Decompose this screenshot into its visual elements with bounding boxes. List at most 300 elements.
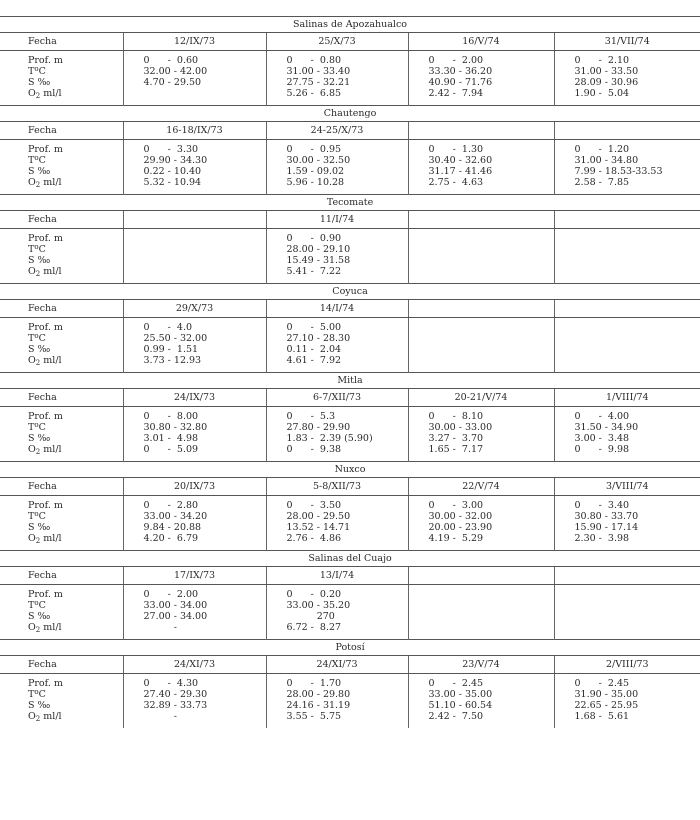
site-header-row	[0, 551, 700, 567]
o2-value: 5.32 - 10.94	[143, 177, 202, 188]
temp-value: 32.00 - 42.00	[143, 66, 208, 77]
temp-value	[144, 244, 266, 255]
temp-value: 28.00 - 29.50	[286, 511, 351, 522]
o2-value: 5.26 - 6.85	[286, 88, 342, 99]
salinity-label: S ‰	[28, 255, 51, 266]
value-cell	[123, 496, 266, 551]
prof-value	[144, 233, 266, 244]
temperature-label	[28, 155, 123, 166]
temp-label-c: C	[38, 66, 46, 77]
oxygen-label-o: O	[28, 444, 36, 455]
prof-value: 0 - 2.10	[574, 55, 630, 66]
oxygen-label	[28, 622, 123, 633]
values-row	[0, 140, 700, 195]
temp-value: 27.10 - 28.30	[286, 333, 351, 344]
o2-value	[144, 266, 266, 277]
prof-value: 0 - 8.00	[143, 411, 199, 422]
depth-label: Prof. m	[28, 55, 63, 66]
temp-label-degree: o	[34, 510, 39, 518]
temp-label-t: T	[28, 600, 35, 611]
o2-value: -	[143, 711, 177, 722]
value-cell	[408, 51, 554, 106]
sampling-date: 22/V/74	[408, 478, 554, 496]
value-cell	[266, 585, 408, 640]
salinity-label: S ‰	[28, 522, 51, 533]
sal-value: 51.10 - 60.54	[428, 700, 493, 711]
temp-label-degree: o	[34, 688, 39, 696]
date-row	[0, 567, 700, 585]
site-name: Mitla	[0, 373, 700, 389]
temp-value: 30.80 - 32.80	[143, 422, 208, 433]
parameter-labels	[0, 407, 123, 462]
oxygen-label-o: O	[28, 177, 36, 188]
hydrology-table	[0, 16, 700, 728]
sampling-date	[408, 211, 554, 229]
oxygen-label-unit: ml/l	[40, 355, 62, 366]
temp-value: 31.00 - 33.50	[574, 66, 639, 77]
value-cell	[266, 407, 408, 462]
oxygen-label-unit: ml/l	[40, 533, 62, 544]
site-header-row	[0, 195, 700, 211]
values-row	[0, 229, 700, 284]
fecha-label: Fecha	[0, 33, 123, 51]
oxygen-label-sub: 2	[35, 626, 41, 634]
prof-value: 0 - 4.0	[143, 322, 193, 333]
temp-value: 30.80 - 33.70	[574, 511, 639, 522]
site-name: Salinas del Cuajo	[0, 551, 700, 567]
sampling-date	[554, 122, 700, 140]
sal-value: 1.59 - 09.02	[286, 166, 345, 177]
sampling-date: 20-21/V/74	[408, 389, 554, 407]
sal-value: 0.11 - 2.04	[286, 344, 342, 355]
oxygen-label-o: O	[28, 622, 36, 633]
temp-value: 31.50 - 34.90	[574, 422, 639, 433]
parameter-labels	[0, 140, 123, 195]
sal-value: 24.16 - 31.19	[286, 700, 351, 711]
date-row	[0, 300, 700, 318]
value-cell	[408, 407, 554, 462]
sal-value	[575, 611, 700, 622]
date-row	[0, 478, 700, 496]
temp-value: 33.00 - 34.20	[143, 511, 208, 522]
value-cell	[408, 229, 554, 284]
sampling-date: 3/VIII/74	[554, 478, 700, 496]
prof-value: 0 - 5.00	[286, 322, 342, 333]
o2-value: 0 - 9.98	[574, 444, 630, 455]
prof-value: 0 - 3.50	[286, 500, 342, 511]
depth-label: Prof. m	[28, 233, 63, 244]
value-cell	[123, 318, 266, 373]
o2-value: 0 - 9.38	[286, 444, 342, 455]
sal-value	[429, 611, 554, 622]
o2-value	[429, 355, 554, 366]
o2-value	[429, 266, 554, 277]
site-header-row	[0, 640, 700, 656]
temp-value: 30.40 - 32.60	[428, 155, 493, 166]
temp-value: 29.90 - 34.30	[143, 155, 208, 166]
site-name: Chautengo	[0, 106, 700, 122]
prof-value: 0 - 0.80	[286, 55, 342, 66]
temp-value	[575, 333, 700, 344]
sampling-date	[554, 300, 700, 318]
value-cell	[266, 229, 408, 284]
fecha-label: Fecha	[0, 122, 123, 140]
oxygen-label	[28, 266, 123, 277]
sampling-date	[408, 567, 554, 585]
o2-value: 4.20 - 6.79	[143, 533, 199, 544]
sampling-date: 31/VII/74	[554, 33, 700, 51]
fecha-label: Fecha	[0, 656, 123, 674]
fecha-label: Fecha	[0, 211, 123, 229]
prof-value: 0 - 0.20	[286, 589, 342, 600]
temp-value: 30.00 - 33.00	[428, 422, 493, 433]
o2-value: 2.30 - 3.98	[574, 533, 630, 544]
temp-value: 31.00 - 33.40	[286, 66, 351, 77]
temp-value	[429, 333, 554, 344]
oxygen-label-sub: 2	[35, 448, 41, 456]
temp-value: 27.40 - 29.30	[143, 689, 208, 700]
o2-value: 0 - 5.09	[143, 444, 199, 455]
value-cell	[123, 140, 266, 195]
prof-value: 0 - 3.00	[428, 500, 484, 511]
temp-value: 33.30 - 36.20	[428, 66, 493, 77]
sal-value: 32.89 - 33.73	[143, 700, 208, 711]
parameter-labels	[0, 318, 123, 373]
temp-label-t: T	[28, 422, 35, 433]
sampling-date	[554, 567, 700, 585]
value-cell	[266, 318, 408, 373]
temperature-label	[28, 244, 123, 255]
temp-label-t: T	[28, 511, 35, 522]
prof-value: 0 - 1.20	[574, 144, 630, 155]
parameter-labels	[0, 585, 123, 640]
sal-value	[144, 255, 266, 266]
prof-value: 0 - 2.45	[574, 678, 630, 689]
sampling-date: 17/IX/73	[123, 567, 266, 585]
sal-value: 15.49 - 31.58	[286, 255, 351, 266]
oxygen-label-sub: 2	[35, 270, 41, 278]
prof-value: 0 - 3.30	[143, 144, 199, 155]
values-row	[0, 496, 700, 551]
value-cell	[266, 51, 408, 106]
site-header-row	[0, 373, 700, 389]
temp-value: 28.00 - 29.10	[286, 244, 351, 255]
site-header-row	[0, 17, 700, 33]
salinity-label: S ‰	[28, 77, 51, 88]
o2-value: 5.41 - 7.22	[286, 266, 342, 277]
site-header-row	[0, 462, 700, 478]
oxygen-label-sub: 2	[35, 537, 41, 545]
oxygen-label	[28, 533, 123, 544]
temperature-label	[28, 66, 123, 77]
parameter-labels	[0, 674, 123, 729]
value-cell	[408, 496, 554, 551]
sal-value	[575, 344, 700, 355]
oxygen-label-sub: 2	[35, 715, 41, 723]
value-cell	[266, 496, 408, 551]
o2-value: 5.96 - 10.28	[286, 177, 345, 188]
oxygen-label	[28, 177, 123, 188]
sal-value: 15.90 - 17.14	[574, 522, 639, 533]
sal-value: 28.09 - 30.96	[574, 77, 639, 88]
value-cell	[554, 585, 700, 640]
temp-value: 33.00 - 35.20	[286, 600, 351, 611]
sampling-date	[408, 300, 554, 318]
sampling-date	[554, 211, 700, 229]
sal-value: 20.00 - 23.90	[428, 522, 493, 533]
depth-label: Prof. m	[28, 678, 63, 689]
sal-value: 31.17 - 41.46	[428, 166, 493, 177]
sampling-date: 6-7/XII/73	[266, 389, 408, 407]
sal-value: 1.83 - 2.39 (5.90)	[286, 433, 373, 444]
value-cell	[408, 674, 554, 729]
sal-value	[429, 344, 554, 355]
oxygen-label-unit: ml/l	[40, 88, 62, 99]
sampling-date	[123, 211, 266, 229]
value-cell	[266, 674, 408, 729]
sampling-date: 23/V/74	[408, 656, 554, 674]
site-header-row	[0, 284, 700, 300]
temp-value	[429, 244, 554, 255]
o2-value	[429, 622, 554, 633]
parameter-labels	[0, 496, 123, 551]
value-cell	[554, 496, 700, 551]
site-name: Potosí	[0, 640, 700, 656]
prof-value	[429, 322, 554, 333]
sal-value: 4.70 - 29.50	[143, 77, 202, 88]
temp-value	[575, 244, 700, 255]
o2-value	[144, 88, 266, 99]
values-row	[0, 674, 700, 729]
sampling-date: 24/XI/73	[123, 656, 266, 674]
site-name: Nuxco	[0, 462, 700, 478]
parameter-labels	[0, 229, 123, 284]
prof-value: 0 - 8.10	[428, 411, 484, 422]
temp-value: 31.00 - 34.80	[574, 155, 639, 166]
value-cell	[266, 140, 408, 195]
parameter-labels	[0, 51, 123, 106]
values-row	[0, 585, 700, 640]
sal-value: 13.52 - 14.71	[286, 522, 351, 533]
temp-value: 27.80 - 29.90	[286, 422, 351, 433]
depth-label: Prof. m	[28, 322, 63, 333]
sampling-date: 1/VIII/74	[554, 389, 700, 407]
value-cell	[554, 674, 700, 729]
prof-value: 0 - 4.30	[143, 678, 199, 689]
temp-label-degree: o	[34, 599, 39, 607]
sampling-date: 16/V/74	[408, 33, 554, 51]
temperature-label	[28, 511, 123, 522]
prof-value	[575, 322, 700, 333]
sal-value: 40.90 - 71.76	[428, 77, 493, 88]
sal-value	[429, 255, 554, 266]
temperature-label	[28, 600, 123, 611]
prof-value: 0 - 2.00	[428, 55, 484, 66]
sal-value: 0.99 - 1.51	[143, 344, 199, 355]
sal-value: 27.75 - 32.21	[286, 77, 351, 88]
temp-label-c: C	[38, 244, 46, 255]
date-row	[0, 389, 700, 407]
sal-value: 27.00 - 34.00	[143, 611, 208, 622]
o2-value	[575, 266, 700, 277]
temp-label-degree: o	[34, 243, 39, 251]
temperature-label	[28, 422, 123, 433]
value-cell	[123, 674, 266, 729]
temp-label-t: T	[28, 333, 35, 344]
temperature-label	[28, 689, 123, 700]
prof-value: 0 - 1.70	[286, 678, 342, 689]
temp-label-c: C	[38, 689, 46, 700]
oxygen-label	[28, 444, 123, 455]
prof-value: 0 - 4.00	[574, 411, 630, 422]
o2-value: 2.42 - 7.50	[428, 711, 484, 722]
sampling-date: 5-8/XII/73	[266, 478, 408, 496]
temp-label-degree: o	[34, 332, 39, 340]
sampling-date: 13/I/74	[266, 567, 408, 585]
fecha-label: Fecha	[0, 478, 123, 496]
oxygen-label-o: O	[28, 266, 36, 277]
site-name: Salinas de Apozahualco	[0, 17, 700, 33]
temp-value: 31.90 - 35.00	[574, 689, 639, 700]
prof-value: 0 - 5.3	[286, 411, 336, 422]
date-row	[0, 656, 700, 674]
date-row	[0, 211, 700, 229]
value-cell	[408, 585, 554, 640]
o2-value	[575, 355, 700, 366]
temp-label-c: C	[38, 600, 46, 611]
temperature-label	[28, 333, 123, 344]
value-cell	[554, 318, 700, 373]
oxygen-label-unit: ml/l	[40, 711, 62, 722]
oxygen-label-unit: ml/l	[40, 444, 62, 455]
oxygen-label-sub: 2	[35, 92, 41, 100]
prof-value	[429, 589, 554, 600]
prof-value	[429, 233, 554, 244]
o2-value: 6.72 - 8.27	[286, 622, 342, 633]
sal-value: 3.01 - 4.98	[143, 433, 199, 444]
o2-value: 4.61 - 7.92	[286, 355, 342, 366]
temp-label-degree: o	[34, 421, 39, 429]
sampling-date: 14/I/74	[266, 300, 408, 318]
site-name: Tecomate	[0, 195, 700, 211]
sampling-date: 12/IX/73	[123, 33, 266, 51]
prof-value: 0 - 2.00	[143, 589, 199, 600]
sal-value: 3.27 - 3.70	[428, 433, 484, 444]
depth-label: Prof. m	[28, 144, 63, 155]
temp-value: 30.00 - 32.00	[428, 511, 493, 522]
values-row	[0, 318, 700, 373]
sampling-date: 11/I/74	[266, 211, 408, 229]
o2-value	[575, 622, 700, 633]
sampling-date: 25/X/73	[266, 33, 408, 51]
fecha-label: Fecha	[0, 389, 123, 407]
temp-label-c: C	[38, 511, 46, 522]
sampling-date: 20/IX/73	[123, 478, 266, 496]
temp-label-t: T	[28, 244, 35, 255]
prof-value: 0 - 0.95	[286, 144, 342, 155]
prof-value: 0 - 2.80	[143, 500, 199, 511]
temp-label-t: T	[28, 66, 35, 77]
oxygen-label-unit: ml/l	[40, 622, 62, 633]
temp-value: 33.00 - 35.00	[428, 689, 493, 700]
sampling-date: 24/XI/73	[266, 656, 408, 674]
o2-value: 2.76 - 4.86	[286, 533, 342, 544]
values-row	[0, 407, 700, 462]
oxygen-label-o: O	[28, 711, 36, 722]
o2-value: 2.58 - 7.85	[574, 177, 630, 188]
sal-value: 0.22 - 10.40	[143, 166, 202, 177]
fecha-label: Fecha	[0, 567, 123, 585]
sal-value	[575, 255, 700, 266]
salinity-label: S ‰	[28, 433, 51, 444]
salinity-label: S ‰	[28, 611, 51, 622]
date-row	[0, 33, 700, 51]
depth-label: Prof. m	[28, 500, 63, 511]
values-row	[0, 51, 700, 106]
temp-label-c: C	[38, 155, 46, 166]
salinity-label: S ‰	[28, 700, 51, 711]
o2-value: 2.75 - 4.63	[428, 177, 484, 188]
site-name: Coyuca	[0, 284, 700, 300]
temp-value: 28.00 - 29.80	[286, 689, 351, 700]
oxygen-label-o: O	[28, 533, 36, 544]
prof-value	[575, 589, 700, 600]
oxygen-label-o: O	[28, 88, 36, 99]
value-cell	[123, 51, 266, 106]
temp-label-t: T	[28, 689, 35, 700]
date-row	[0, 122, 700, 140]
sampling-date: 24-25/X/73	[266, 122, 408, 140]
o2-value: -	[143, 622, 177, 633]
depth-label: Prof. m	[28, 589, 63, 600]
table-body	[0, 17, 700, 729]
o2-value: 3.73 - 12.93	[143, 355, 202, 366]
value-cell	[123, 407, 266, 462]
o2-value: 3.55 - 5.75	[286, 711, 342, 722]
temp-value: 30.00 - 32.50	[286, 155, 351, 166]
temp-value: 25.50 - 32.00	[143, 333, 208, 344]
value-cell	[123, 229, 266, 284]
oxygen-label	[28, 88, 123, 99]
value-cell	[554, 140, 700, 195]
oxygen-label-sub: 2	[35, 181, 41, 189]
temp-label-c: C	[38, 333, 46, 344]
sal-value: 22.65 - 25.95	[574, 700, 639, 711]
o2-value: 1.65 - 7.17	[428, 444, 484, 455]
o2-value: 1.90 - 5.04	[574, 88, 630, 99]
prof-value: 0 - 3.40	[574, 500, 630, 511]
site-header-row	[0, 106, 700, 122]
fecha-label: Fecha	[0, 300, 123, 318]
prof-value: 0 - 1.30	[428, 144, 484, 155]
temp-value: 33.00 - 34.00	[143, 600, 208, 611]
sal-value: 7.99 - 18.53-33.53	[574, 166, 663, 177]
depth-label: Prof. m	[28, 411, 63, 422]
o2-value: 4.19 - 5.29	[428, 533, 484, 544]
value-cell	[554, 229, 700, 284]
value-cell	[408, 140, 554, 195]
value-cell	[123, 585, 266, 640]
prof-value: 0 - 2.45	[428, 678, 484, 689]
sal-value: 270	[286, 611, 335, 622]
value-cell	[554, 51, 700, 106]
temp-value	[575, 600, 700, 611]
oxygen-label-unit: ml/l	[40, 177, 62, 188]
oxygen-label-o: O	[28, 355, 36, 366]
temp-value	[429, 600, 554, 611]
o2-value: 1.68 - 5.61	[574, 711, 630, 722]
temp-label-degree: o	[34, 65, 39, 73]
